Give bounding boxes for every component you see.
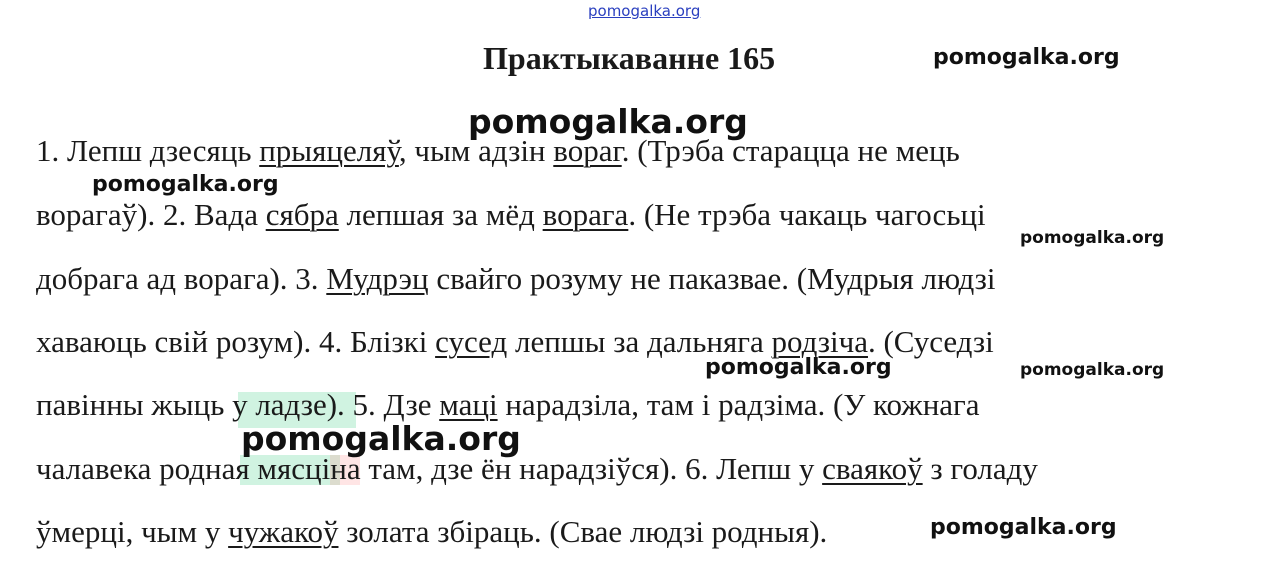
watermark-text: pomogalka.org [705,355,892,380]
text-line-2: ворагаў). 2. Вада сябра лепшая за мёд ворага. (Не трэба чакаць чагосьці [36,197,986,232]
watermark-text: pomogalka.org [1020,228,1165,248]
watermark-text: pomogalka.org [241,419,521,458]
page-title: Практыкаванне 165 [483,40,776,76]
watermark-text: pomogalka.org [930,515,1117,540]
text-line-4: хаваюць свій розум). 4. Блізкі сусед лепшы за дальняга родзіча. (Суседзі [36,324,994,359]
text-line-5: павінны жыць у ладзе). 5. Дзе маці нарадзіла, там і радзіма. (У кожнага [36,387,980,422]
text-line-6: чалавека родная мясціна там, дзе ён нарадзіўся). 6. Лепш у сваякоў з голаду [36,451,1038,486]
watermark-text: pomogalka.org [92,172,279,197]
text-line-7: ўмерці, чым у чужакоў золата збіраць. (Свае людзі родныя). [36,514,828,549]
watermark-text: pomogalka.org [1020,360,1165,380]
watermark-text: pomogalka.org [933,45,1120,70]
watermark-text: pomogalka.org [468,102,748,141]
text-line-1: 1. Лепш дзесяць прыяцеляў, чым адзін вораг. (Трэба старацца не мець [36,133,960,168]
watermark-link[interactable]: pomogalka.org [588,2,701,20]
text-line-3: добрага ад ворага). 3. Мудрэц свайго розуму не паказвае. (Мудрыя людзі [36,261,996,296]
